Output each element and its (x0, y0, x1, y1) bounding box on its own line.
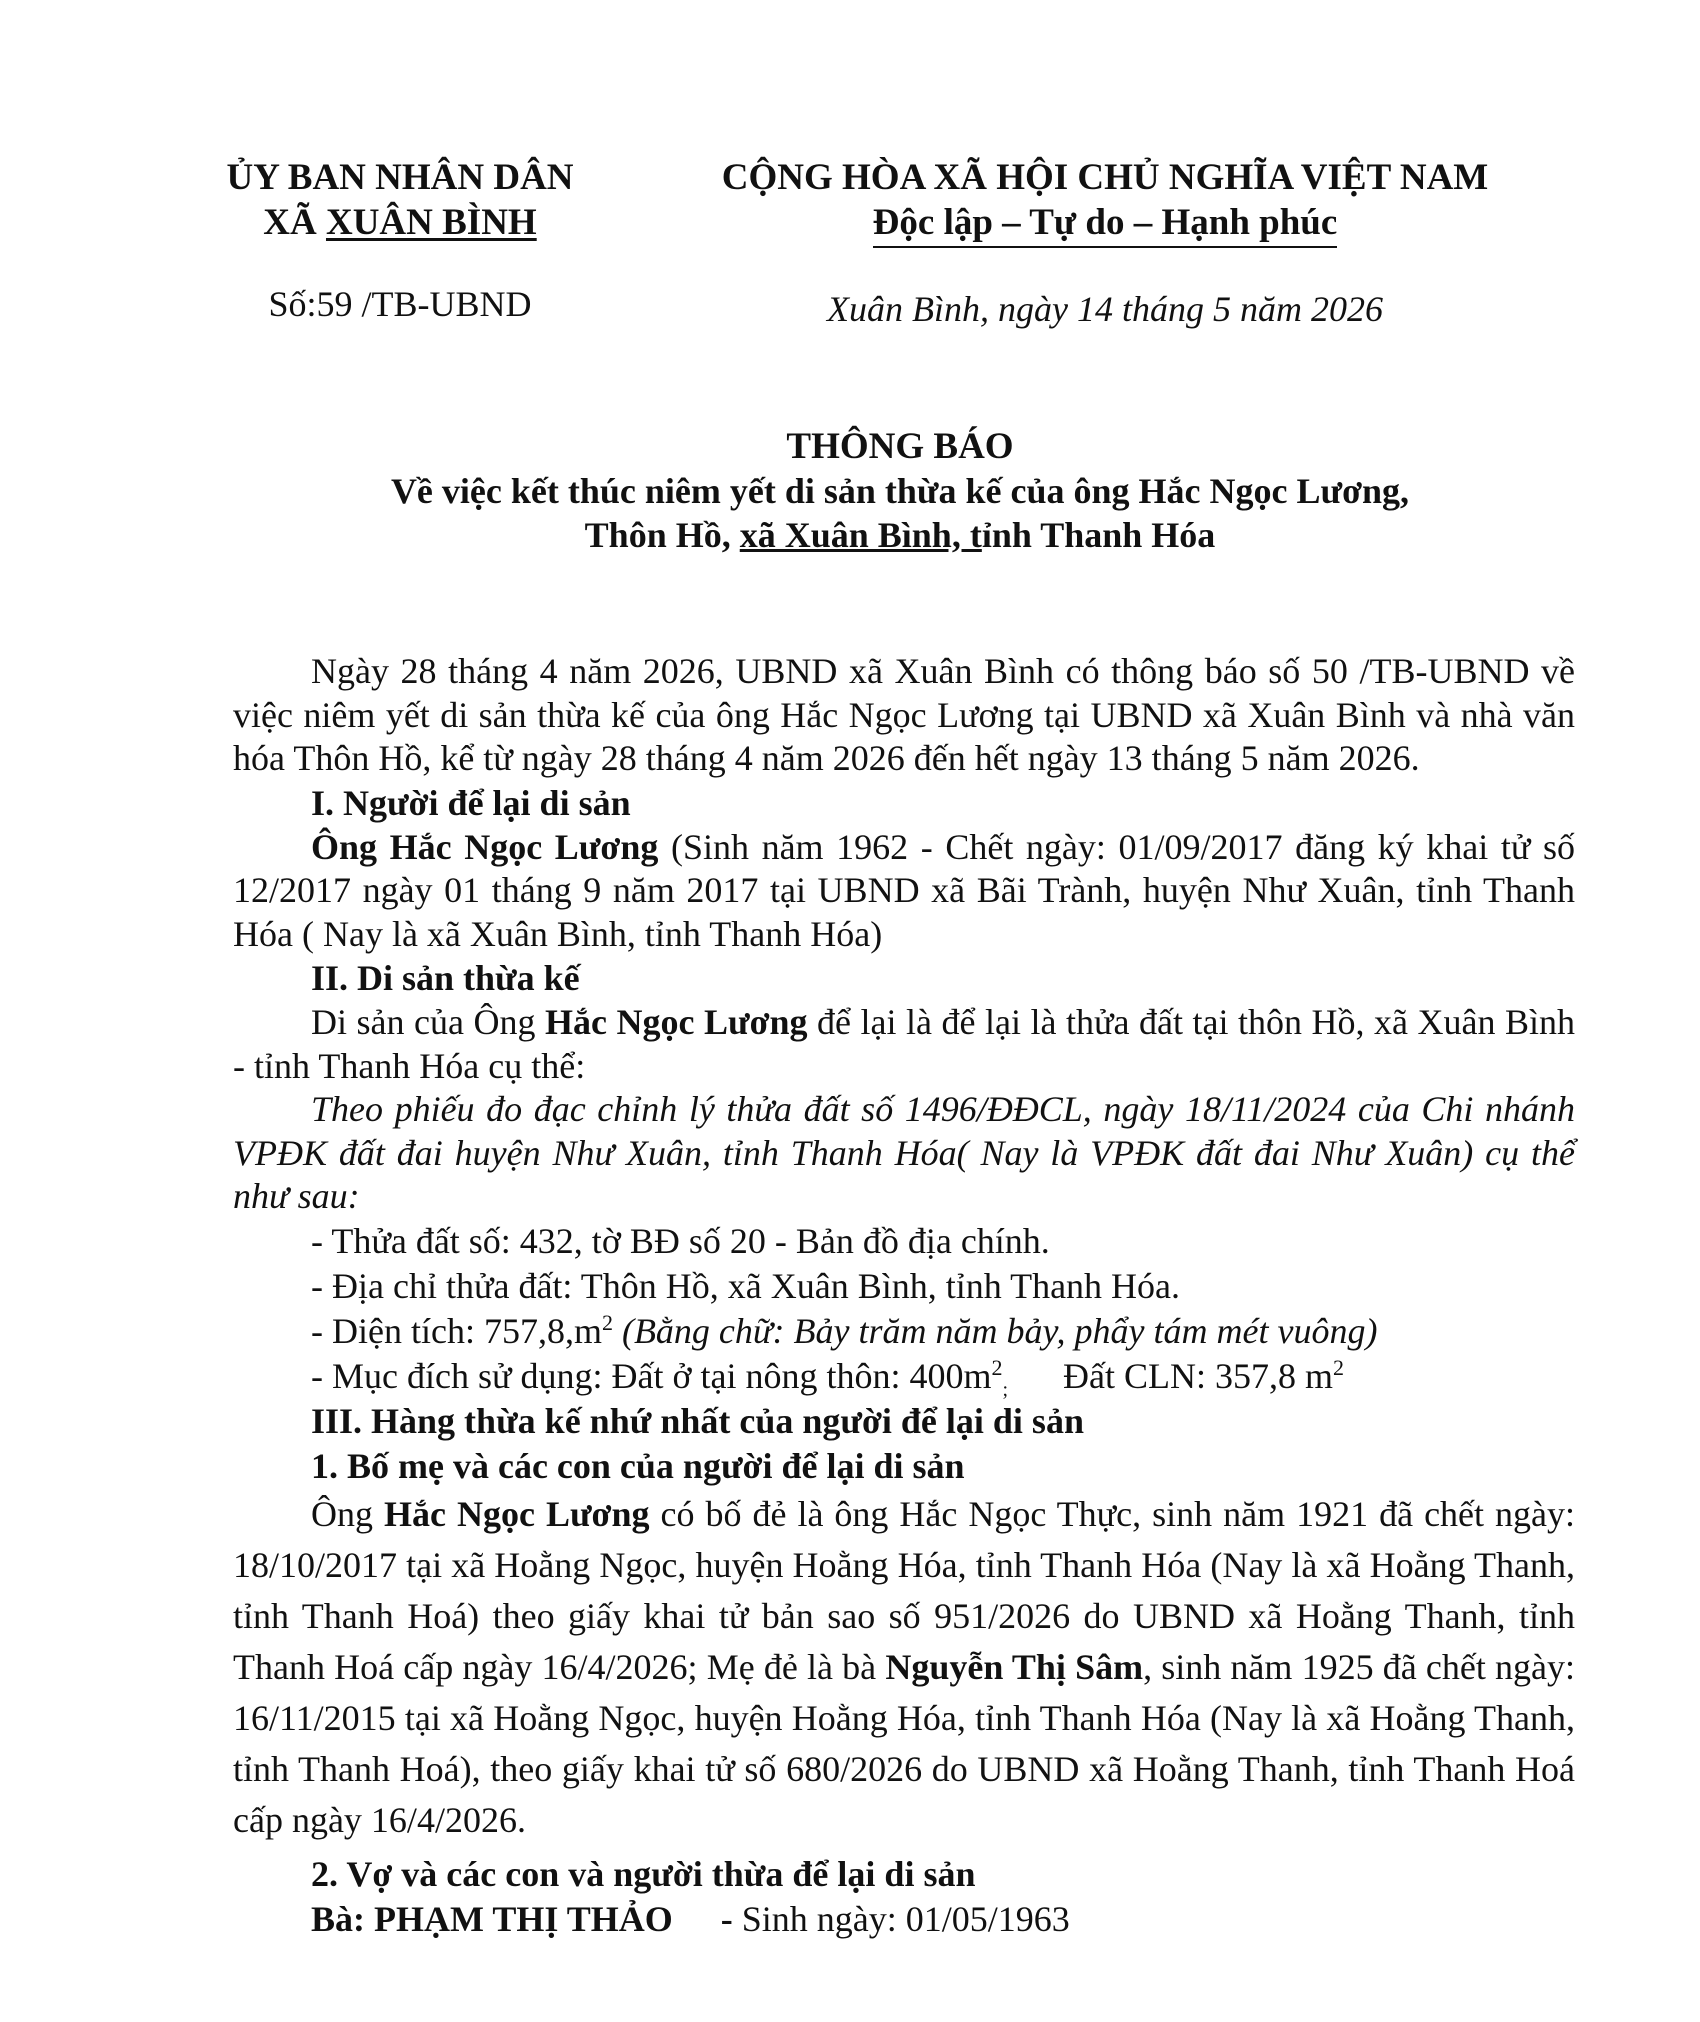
section-3-1-paragraph (233, 1489, 1575, 1846)
survey-reference: Theo phiếu đo đạc chỉnh lý thửa đất số 1496/ĐĐCL, ngày 18/11/2024 của Chi nhánh VPĐK đất đai huyện Như Xuân, tỉnh Thanh Hóa( Nay là VPĐK đất đai Như Xuân) cụ thể như sau: (233, 1089, 1575, 1216)
text-run: Di sản của Ông (311, 1002, 545, 1042)
deceased-details: (Sinh năm 1962 - Chết ngày: 01/09/2017 đăng ký khai tử số 12/2017 ngày 01 tháng 9 năm 2017 tại UBND xã Bãi Trành, huyện Như Xuân, tỉnh Thanh Hóa ( Nay là xã Xuân Bình, tỉnh Thanh Hóa) (233, 826, 1575, 954)
list-item (233, 1354, 1575, 1399)
deceased-name: Hắc Ngọc Lương (384, 1493, 650, 1534)
section-2-paragraph (233, 1001, 1575, 1088)
document-date: Xuân Bình, ngày 14 tháng 5 năm 2026 (827, 289, 1383, 329)
national-header (690, 155, 1520, 248)
deceased-name: Hắc Ngọc Lương (544, 1002, 808, 1042)
text-run: Ông (311, 1493, 384, 1534)
subscript: ; (1002, 1378, 1009, 1401)
area-in-words: (Bằng chữ: Bảy trăm năm bảy, phẩy tám mét vuông) (612, 1310, 1378, 1351)
text-run: , sinh năm 1925 đã chết ngày: 16/11/2015 tại xã Hoằng Ngọc, huyện Hoằng Hóa, tỉnh Thanh Hóa (Nay là xã Hoằng Thanh, tỉnh Thanh Hoá), theo giấy khai tử số 680/2026 do UBND xã Hoằng Thanh, tỉnh Thanh Hoá cấp ngày 16/4/2026. (233, 1646, 1575, 1840)
text-run: có bố đẻ là ông Hắc Ngọc Thực, sinh năm 1921 đã chết ngày: 18/10/2017 tại xã Hoằng Ngọc, huyện Hoằng Hóa, tỉnh Thanh Hóa (Nay là xã Hoằng Thanh, tỉnh Thanh Hoá) theo giấy khai tử bản sao số 951/2026 do UBND xã Hoằng Thanh, tỉnh Thanh Hoá cấp ngày 16/4/2026; Mẹ đẻ là bà (233, 1493, 1576, 1687)
document-body (233, 650, 1575, 1942)
deceased-name: Ông Hắc Ngọc Lương (311, 826, 659, 867)
section-3-heading: III. Hàng thừa kế nhứ nhất của người để lại di sản (311, 1400, 1084, 1441)
section-1-heading: I. Người để lại di sản (311, 782, 631, 823)
area-value: - Diện tích: 757,8,m (311, 1310, 602, 1351)
section-3-1-heading: 1. Bố mẹ và các con của người để lại di sản (311, 1445, 965, 1486)
title-province: ỉnh Thanh Hóa (981, 515, 1216, 555)
authority-prefix: XÃ (263, 202, 326, 243)
list-item: - Thửa đất số: 432, tờ BĐ số 20 - Bản đồ địa chính. (311, 1220, 1050, 1261)
document-number: Số:59 /TB-UBND (268, 284, 532, 324)
title-village: Thôn Hồ, (584, 515, 740, 555)
dash: - (720, 1898, 733, 1939)
superscript: 2 (991, 1354, 1003, 1380)
title-main: THÔNG BÁO (786, 426, 1014, 467)
mother-name: Nguyễn Thị Sâm (885, 1646, 1144, 1687)
superscript: 2 (1333, 1354, 1345, 1380)
republic-title: CỘNG HÒA XÃ HỘI CHỦ NGHĨA VIỆT NAM (721, 157, 1489, 198)
text-run: để lại là để lại là thửa đất tại thôn Hồ, xã Xuân Bình - tỉnh Thanh Hóa cụ thể: (233, 1002, 1575, 1086)
intro-paragraph: Ngày 28 tháng 4 năm 2026, UBND xã Xuân Bình có thông báo số 50 /TB-UBND về việc niêm yết di sản thừa kế của ông Hắc Ngọc Lương tại UBND xã Xuân Bình và nhà văn hóa Thôn Hồ, kể từ ngày 28 tháng 4 năm 2026 đến hết ngày 13 tháng 5 năm 2026. (233, 651, 1575, 778)
authority-name: XUÂN BÌNH (325, 202, 537, 243)
section-2-heading: II. Di sản thừa kế (311, 958, 580, 998)
section-3-2-heading: 2. Vợ và các con và người thừa để lại di sản (311, 1853, 976, 1894)
title-subject-line2 (150, 513, 1650, 557)
authority-line2 (175, 200, 625, 245)
document-title (150, 425, 1650, 557)
land-use-perennial: Đất CLN: 357,8 m (1063, 1355, 1334, 1396)
wife-line (233, 1897, 1575, 1942)
wife-name: Bà: PHẠM THỊ THẢO (311, 1898, 673, 1939)
superscript: 2 (601, 1309, 613, 1335)
title-subject-line1: Về việc kết thúc niêm yết di sản thừa kế của ông Hắc Ngọc Lương, (390, 471, 1410, 511)
wife-dob: Sinh ngày: 01/05/1963 (732, 1898, 1070, 1939)
list-item: - Địa chỉ thửa đất: Thôn Hồ, xã Xuân Bình, tỉnh Thanh Hóa. (311, 1265, 1181, 1306)
section-1-paragraph (233, 826, 1575, 957)
national-motto: Độc lập – Tự do – Hạnh phúc (873, 200, 1338, 248)
authority-line1: ỦY BAN NHÂN DÂN (226, 157, 574, 198)
land-use-residential: - Mục đích sử dụng: Đất ở tại nông thôn: 400m (311, 1355, 992, 1396)
list-item (233, 1309, 1575, 1354)
title-commune: xã Xuân Bình, t (739, 515, 982, 555)
issuing-authority (175, 155, 625, 245)
